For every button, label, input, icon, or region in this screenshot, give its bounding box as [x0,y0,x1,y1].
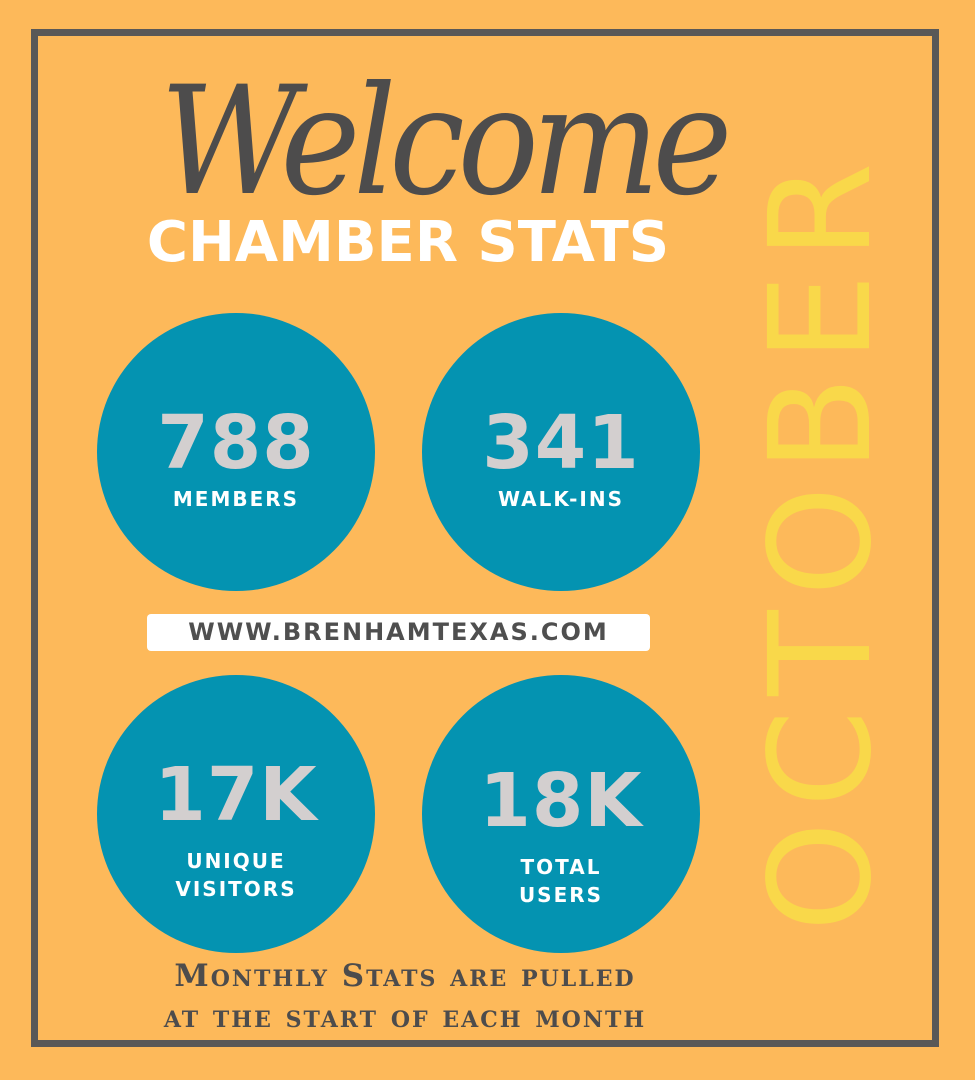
stat-label-line: WALK-INS [497,487,625,511]
stat-value: 788 [157,400,315,486]
stat-label [422,853,700,909]
footer-note-line: Monthly Stats are pulled [174,958,636,994]
month-label: OCTOBER [740,148,903,932]
website-link[interactable]: WWW.BRENHAMTEXAS.COM [147,614,650,651]
welcome-script-heading: Welcome [160,55,726,229]
stat-label [422,485,700,513]
stat-label-line: USERS [518,883,604,907]
stat-value: 341 [482,400,640,486]
stat-circle-total-users [422,675,700,953]
page-title: CHAMBER STATS [146,210,670,275]
stat-circle-walk-ins [422,313,700,591]
stat-circle-unique-visitors [97,675,375,953]
stat-label-line: TOTAL [520,855,602,879]
stat-circle-members [97,313,375,591]
stat-label-line: MEMBERS [172,487,300,511]
stat-label-line: UNIQUE [186,849,286,873]
stat-value: 18K [479,758,643,844]
stat-label [97,485,375,513]
stat-label-line: VISITORS [175,877,297,901]
stat-value: 17K [154,752,318,838]
footer-note-line: at the start of each month [163,999,647,1035]
stat-label [97,847,375,903]
